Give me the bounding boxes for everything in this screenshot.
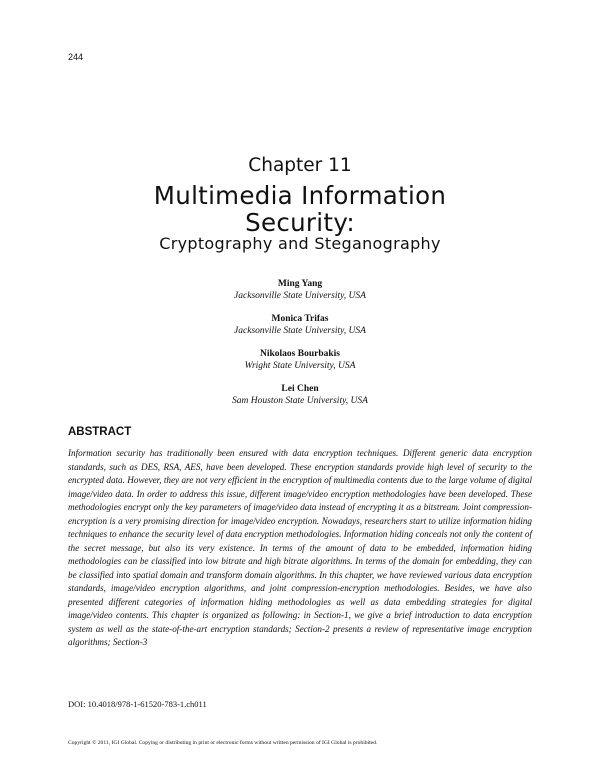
author-list bbox=[0, 278, 600, 418]
author-block bbox=[0, 278, 600, 302]
chapter-title bbox=[0, 182, 600, 236]
chapter-label: Chapter 11 bbox=[248, 155, 352, 176]
author-block bbox=[0, 348, 600, 372]
title-line-1: Multimedia Information bbox=[153, 181, 447, 210]
title-line-2: Security: bbox=[245, 208, 355, 237]
author-affiliation: Jacksonville State University, USA bbox=[234, 326, 366, 336]
chapter-subtitle: Cryptography and Steganography bbox=[159, 234, 441, 253]
page-number: 244 bbox=[68, 52, 84, 62]
author-affiliation: Sam Houston State University, USA bbox=[232, 396, 368, 406]
author-affiliation: Wright State University, USA bbox=[244, 361, 356, 371]
author-block bbox=[0, 383, 600, 407]
abstract-heading: ABSTRACT bbox=[68, 426, 132, 438]
author-name: Lei Chen bbox=[281, 384, 319, 394]
author-name: Ming Yang bbox=[277, 279, 323, 289]
copyright-notice: Copyright © 2011, IGI Global. Copying or distributing in print or electronic forms without written permission of IGI Global is prohibited. bbox=[68, 740, 378, 746]
abstract-body bbox=[68, 447, 532, 650]
doi-line: DOI: 10.4018/978-1-61520-783-1.ch011 bbox=[68, 699, 207, 709]
author-name: Monica Trifas bbox=[271, 314, 329, 324]
author-affiliation: Jacksonville State University, USA bbox=[234, 291, 366, 301]
author-block bbox=[0, 313, 600, 337]
author-name: Nikolaos Bourbakis bbox=[260, 349, 340, 359]
abstract-paragraph: Information security has traditionally been ensured with data encryption techniques. Different generic data encryption standards, such as DES, RSA, AES, have been developed. These encryption standards provide high level of security to the encrypted data. However, they are not very efficient in the encryption of multimedia contents due to the large volume of digital image/video data. In order to address this issue, different image/video encryption methodologies have been developed. These methodologies encrypt only the key parameters of image/video data instead of encrypting it as a bitstream. Joint compression-encryption is a very promising direction for image/video encryption. Nowadays, researchers start to utilize information hiding techniques to enhance the security level of data encryption methodologies. Information hiding conceals not only the content of the secret message, but also its very existence. In terms of the amount of data to be embedded, information hiding methodologies can be classified into low bitrate and high bitrate algorithms. In terms of the domain for embedding, they can be classified into spatial domain and transform domain algorithms. In this chapter, we have reviewed various data encryption standards, image/video encryption algorithms, and joint compression-encryption methodologies. Besides, we have also presented different categories of information hiding methodologies as well as data embedding strategies for digital image/video contents. This chapter is organized as following: in Section-1, we give a brief introduction to data encryption system as well as the state-of-the-art encryption standards; Section-2 presents a review of representative image encryption algorithms; Section-3 bbox=[68, 448, 532, 647]
